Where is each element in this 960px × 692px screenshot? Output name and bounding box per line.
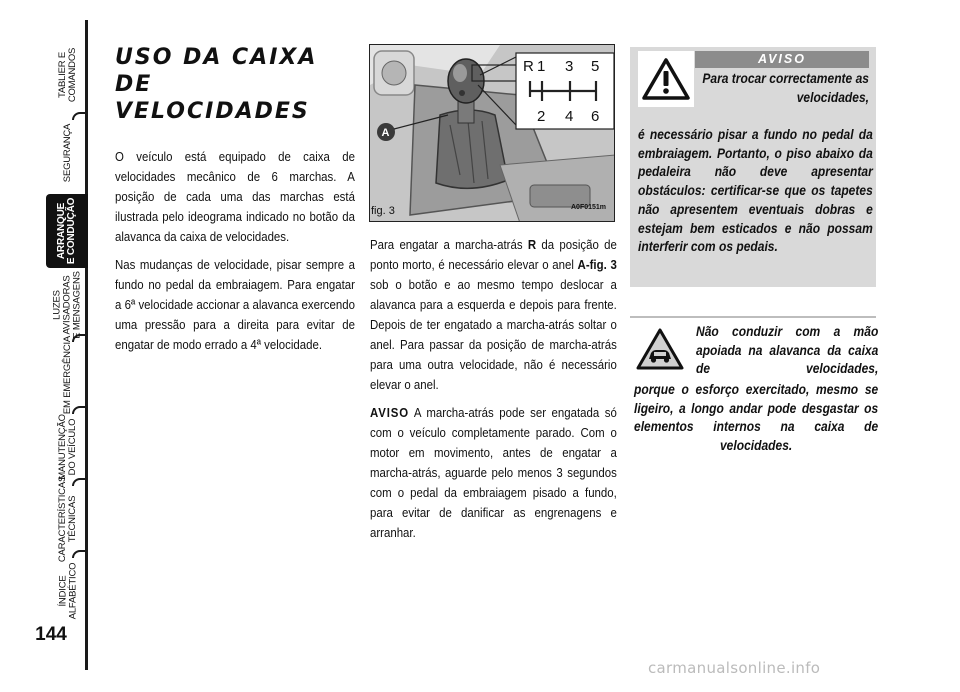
tab-label: EM EMERGÊNCIA xyxy=(62,335,74,415)
aviso-inline-text: A marcha-atrás pode ser engatada só com o veículo completamente parado. Com o motor em movimento, antes de engatar a marcha-atrás, aguarde pelo menos 3 segundos com o pedal da embraiagem pisado a fundo, para evitar de danificar as engrenagens e arranhar. xyxy=(370,405,617,540)
gear-lever-figure xyxy=(369,44,615,222)
warning-text-body: é necessário pisar a fundo no pedal da embraiagem. Portanto, o piso abaixo da pedaleira não deve apresentar obstáculos: certificar-se que os tapetes não apresentem eventuais dobras e estejam bem esticados e não possam interferir com os pedais. xyxy=(638,126,873,255)
tab-tablier-comandos[interactable] xyxy=(50,38,86,112)
gear-label-1: 1 xyxy=(537,58,546,75)
aviso-inline-label: AVISO xyxy=(370,405,410,420)
watermark: carmanualsonline.info xyxy=(648,659,821,677)
gear-label-3: 3 xyxy=(565,58,574,75)
reverse-text-2: da posição de ponto morto, é necessário elevar o anel xyxy=(370,237,617,272)
figure-reference: A-fig. 3 xyxy=(577,257,617,272)
caution-text-top: Não conduzir com a mão apoiada na alavanca da caixa de velocidades, xyxy=(696,323,879,377)
tab-label: SEGURANÇA xyxy=(62,123,74,183)
aviso-paragraph xyxy=(370,403,617,543)
gear-label-5: 5 xyxy=(591,58,600,75)
section-title xyxy=(115,44,355,125)
tab-luzes-avisadoras[interactable] xyxy=(50,268,86,342)
figure-code: A0F0151m xyxy=(571,204,607,211)
tab-manutencao[interactable] xyxy=(50,410,86,484)
tab-seguranca[interactable] xyxy=(50,116,86,190)
page-number: 144 xyxy=(35,624,67,645)
gear-label-6: 6 xyxy=(591,108,600,125)
section-title-line1: USO DA CAIXA DE xyxy=(115,45,318,97)
reverse-text-1: Para engatar a marcha-atrás xyxy=(370,237,528,252)
warning-icon-frame xyxy=(638,51,694,107)
gear-label-r: R xyxy=(523,58,534,75)
tab-label: CARACTERÍSTICAS TÉCNICAS xyxy=(57,475,78,563)
figure-caption: fig. 3 xyxy=(371,205,395,217)
reverse-column xyxy=(370,235,617,543)
tab-arranque-conducao[interactable] xyxy=(46,194,88,268)
aviso-header: AVISO xyxy=(695,51,869,68)
warning-triangle-icon xyxy=(642,57,690,101)
callout-label-a: A xyxy=(381,127,390,139)
tab-label: TABLIER E COMANDOS xyxy=(57,47,79,103)
tab-indice[interactable] xyxy=(50,554,86,628)
gear-label-4: 4 xyxy=(565,108,574,125)
tab-label: ARRANQUE E CONDUÇÃO xyxy=(56,197,77,265)
intro-column xyxy=(115,44,355,355)
gear-lever-illustration xyxy=(370,45,615,222)
reverse-gear-r: R xyxy=(527,237,537,252)
gear-label-2: 2 xyxy=(537,108,546,125)
tab-label: MANUTENÇÃO DO VEÍCULO xyxy=(57,414,78,480)
section-title-line2: VELOCIDADES xyxy=(115,99,310,124)
caution-vehicle-icon xyxy=(636,328,684,370)
tab-label: ÍNDICE ALFABÉTICO xyxy=(57,562,79,620)
intro-paragraph: O veículo está equipado de caixa de velocidades mecânico de 6 marchas. A posição de cada uma das marchas está ilustrada pelo ideograma indicado no botão da alavanca da caixa de velocidades. xyxy=(115,149,355,244)
reverse-paragraph xyxy=(370,235,617,395)
clutch-paragraph: Nas mudanças de velocidade, pisar sempre a fundo no pedal da embraiagem. Para engatar a 6ª velocidade accionar a alavanca exercendo uma pressão para a direita para evitar de engatar de modo errado a 4ª velocidade. xyxy=(115,257,355,352)
tab-em-emergencia[interactable] xyxy=(50,335,86,415)
tab-caracteristicas[interactable] xyxy=(50,475,86,563)
tab-label: LUZES AVISADORAS E MENSAGENS xyxy=(52,271,84,339)
warning-box xyxy=(630,47,876,287)
caution-divider xyxy=(630,316,876,318)
warning-text-top: Para trocar correctamente as velocidades, xyxy=(702,70,869,105)
caution-text-body: porque o esforço exercitado, mesmo se ligeiro, a longo andar pode desgastar os elementos internos na caixa de velocidades. xyxy=(634,381,879,454)
reverse-text-3: sob o botão e ao mesmo tempo deslocar a alavanca para a esquerda e depois para frente. Depois de ter engatado a marcha-atrás soltar o anel. Para passar da posição de marcha-atrás para uma outra velocidade, não é necessário elevar o anel. xyxy=(370,277,617,392)
